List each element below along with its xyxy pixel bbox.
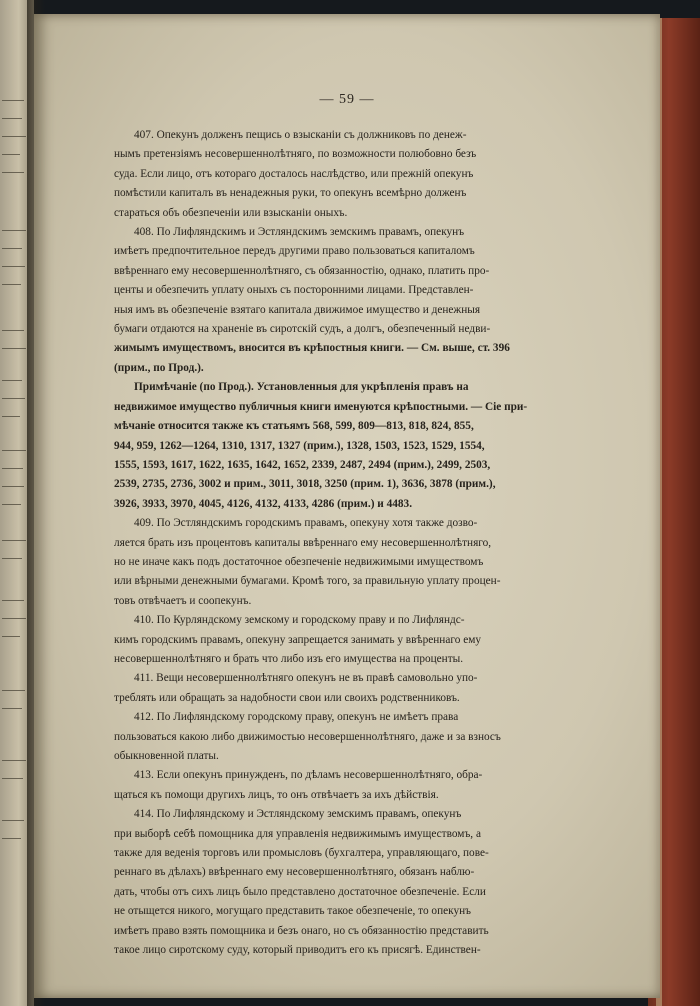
- text-line: 408. По Лифляндскимъ и Эстляндскимъ земскимъ правамъ, опекунъ: [134, 226, 465, 239]
- text-line: кимъ городскимъ правамъ, опекуну запрещается занимать у ввѣреннаго ему: [114, 633, 482, 646]
- text-line: не отыщется никого, могущаго представить такое обезпеченіе, то опекунъ: [114, 905, 471, 918]
- text-line: 407. Опекунъ долженъ пещись о взысканіи съ должниковъ по денеж-: [134, 129, 467, 141]
- text-line: нымъ претензіямъ несовершеннолѣтняго, по возможности полюбовно безъ: [114, 148, 477, 161]
- text-line: 944, 959, 1262—1264, 1310, 1317, 1327 (прим.), 1328, 1503, 1523, 1529, 1554,: [114, 439, 485, 452]
- text-line: ныя имъ въ обезпеченіе взятаго капитала движимое имущество и денежныя: [114, 303, 481, 316]
- text-line: реннаго въ дѣлахъ) ввѣреннаго ему несовершеннолѣтняго, обязанъ наблю-: [114, 866, 475, 879]
- text-line: 411. Вещи несовершеннолѣтняго опекунъ не въ правѣ самовольно упо-: [134, 672, 478, 685]
- text-line: 409. По Эстляндскимъ городскимъ правамъ, опекуну хотя также дозво-: [134, 517, 478, 530]
- text-line: центы и обезпечить уплату оныхъ съ посторонними лицами. Представлен-: [114, 284, 474, 297]
- text-line: или вѣрными денежными бумагами. Кромѣ того, за правильную уплату процен-: [114, 575, 501, 588]
- text-line: треблять или обращать за надобности свои или своихъ родственниковъ.: [114, 691, 460, 704]
- text-line: недвижимое имущество публичныя книги именуются крѣпостными. — Сіе при-: [114, 400, 528, 413]
- text-line: бумаги отдаются на храненіе въ сиротскій судъ, а долгъ, обезпеченный недви-: [114, 323, 491, 336]
- text-line: мѣчаніе относится также къ статьямъ 568, 599, 809—813, 818, 824, 855,: [114, 420, 474, 433]
- text-line: несовершеннолѣтняго и брать что либо изъ его имущества на проценты.: [114, 652, 464, 665]
- text-line: имѣетъ предпочтительное передъ другими право пользоваться капиталомъ: [114, 245, 475, 258]
- text-line: 413. Если опекунъ принужденъ, по дѣламъ несовершеннолѣтняго, обра-: [134, 769, 483, 782]
- text-line: имѣетъ право взять помощника и безъ онаго, но съ обязанностію представить: [114, 924, 489, 937]
- text-line: 414. По Лифляндскому и Эстляндскому земскимъ правамъ, опекунъ: [134, 808, 462, 821]
- text-line: также для веденія торговъ или промысловъ (бухгалтера, управляющаго, пове-: [114, 847, 489, 860]
- note-heading: Примѣчаніе (по Прод.). Установленныя для укрѣпленія правъ на: [134, 381, 469, 394]
- text-line: щаться къ помощи другихъ лицъ, то онъ отвѣчаетъ за ихъ дѣйствія.: [114, 788, 439, 801]
- text-line: ляется брать изъ процентовъ капиталы ввѣреннаго ему несовершеннолѣтняго,: [114, 536, 492, 549]
- text-line: 3926, 3933, 3970, 4045, 4126, 4132, 4133, 4286 (прим.) и 4483.: [114, 497, 413, 510]
- text-line: 1555, 1593, 1617, 1622, 1635, 1642, 1652, 2339, 2487, 2494 (прим.), 2499, 2503,: [114, 458, 491, 471]
- text-line: товъ отвѣчаетъ и соопекунъ.: [114, 594, 252, 607]
- page-text: [114, 126, 564, 960]
- text-line: жимымъ имуществомъ, вносится въ крѣпостныя книги. — См. выше, ст. 396: [114, 342, 510, 355]
- text-line: дать, чтобы отъ сихъ лицъ было представлено достаточное обезпеченіе. Если: [114, 885, 486, 898]
- text-line: 410. По Курляндскому земскому и городскому праву и по Лифляндс-: [134, 614, 465, 627]
- text-line: помѣстили капиталъ въ ненадежныя руки, то опекунъ всемѣрно долженъ: [114, 187, 467, 200]
- text-line: такое лицо сиротскому суду, который приводитъ его къ присягѣ. Единствен-: [114, 944, 481, 957]
- text-line: стараться объ обезпеченіи или взысканіи оныхъ.: [114, 206, 348, 219]
- text-line: пользоваться какою либо движимостью несовершеннолѣтняго, даже и за взносъ: [114, 730, 501, 743]
- book-page: [34, 14, 660, 998]
- text-line: (прим., по Прод.).: [114, 361, 204, 374]
- text-line: суда. Если лицо, отъ котораго досталось наслѣдство, или прежній опекунъ: [114, 167, 474, 180]
- page-number: — 59 —: [319, 92, 375, 107]
- text-line: 2539, 2735, 2736, 3002 и прим., 3011, 3018, 3250 (прим. 1), 3636, 3878 (прим.),: [114, 478, 496, 491]
- text-line: ввѣреннаго ему несовершеннолѣтняго, съ обязанностію, однако, платить про-: [114, 264, 490, 277]
- text-line: 412. По Лифляндскому городскому праву, опекунъ не имѣетъ права: [134, 711, 459, 724]
- text-line: но не иначе какъ подъ достаточное обезпеченіе недвижимыми имуществомъ: [114, 555, 484, 568]
- text-line: при выборѣ себѣ помощника для управленія недвижимымъ имуществомъ, а: [114, 827, 481, 840]
- text-line: обыкновенной платы.: [114, 750, 219, 762]
